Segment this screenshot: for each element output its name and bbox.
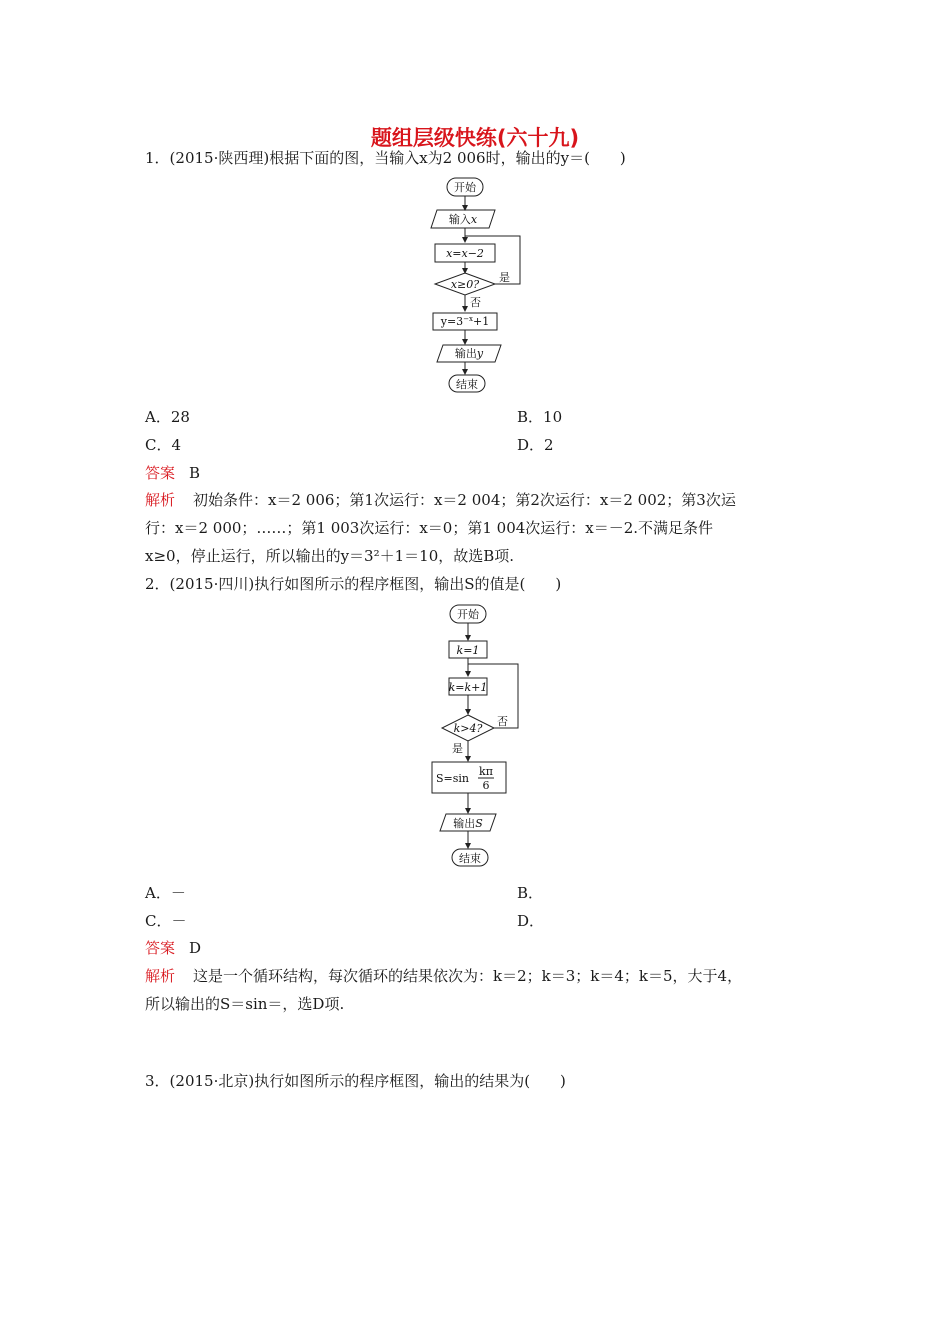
q2-option-c: C．－ — [145, 912, 187, 930]
fc2-assign-text: S=sin — [436, 772, 469, 785]
question-2-stem: 2．(2015·四川)执行如图所示的程序框图，输出S的值是( ) — [145, 575, 562, 593]
q2-analysis-label: 解析 — [145, 967, 176, 985]
fc1-start-text: 开始 — [454, 181, 476, 194]
fc2-yes-label: 是 — [452, 742, 463, 755]
q1-analysis-line-2: 行：x＝2 000；……；第1 003次运行：x＝0；第1 004次运行：x＝－2.不满足条件 — [145, 519, 714, 537]
q2-analysis-line-2: 所以输出的S＝sin＝，选D项. — [145, 995, 345, 1013]
q2-option-a: A．－ — [145, 884, 186, 902]
q2-answer-row — [145, 938, 201, 958]
q1-analysis-line-1: 初始条件：x＝2 006；第1次运行：x＝2 004；第2次运行：x＝2 002；第3次运 — [193, 491, 736, 509]
q1-option-a: A．28 — [145, 408, 190, 426]
fc1-assign-text: $y=3^{-x}+1$ — [440, 315, 490, 328]
q1-option-d: D．2 — [517, 436, 554, 454]
fc1-yes-label: 是 — [499, 271, 510, 284]
q2-analysis-row — [145, 966, 742, 986]
question-1-stem: 1．(2015·陕西理)根据下面的图，当输入x为2 006时，输出的y＝( ) — [145, 149, 626, 167]
flowchart-2 — [420, 598, 540, 873]
page-title: 题组层级快练(六十九) — [370, 126, 580, 150]
q1-analysis-label: 解析 — [145, 491, 176, 509]
fc1-step-text: x=x−2 — [446, 247, 484, 260]
question-3-stem: 3．(2015·北京)执行如图所示的程序框图，输出的结果为( ) — [145, 1072, 566, 1090]
q2-answer-label: 答案 — [145, 939, 176, 957]
fc1-input-text: 输入x — [448, 213, 478, 226]
q1-answer-label: 答案 — [145, 464, 176, 482]
fc2-init-text: k=1 — [456, 644, 480, 657]
q1-option-b: B．10 — [517, 408, 563, 426]
q1-analysis-line-3: x≥0，停止运行，所以输出的y＝3²＋1＝10，故选B项. — [145, 547, 515, 565]
fc2-assign-numerator: kπ — [479, 765, 493, 778]
fc2-end-text: 结束 — [459, 852, 481, 865]
fc1-output-text: 输出y — [454, 347, 484, 360]
q2-option-d: D． — [517, 912, 545, 930]
fc2-start-text: 开始 — [457, 608, 479, 621]
q2-option-b: B． — [517, 884, 544, 902]
q1-option-c: C．4 — [145, 436, 182, 454]
q2-answer-value: D — [189, 939, 202, 957]
fc2-output-text: 输出S — [453, 817, 483, 830]
fc2-step-text: k=k+1 — [448, 681, 488, 694]
fc1-no-label: 否 — [470, 296, 481, 309]
q2-analysis-line-1: 这是一个循环结构，每次循环的结果依次为：k＝2；k＝3；k＝4；k＝5，大于4， — [193, 967, 743, 985]
flowchart-1 — [425, 172, 535, 398]
fc2-no-label: 否 — [497, 715, 508, 728]
fc1-end-text: 结束 — [456, 378, 478, 391]
fc2-assign-denominator: 6 — [482, 779, 490, 792]
q1-analysis-row — [145, 490, 736, 510]
fc2-cond-text: k>4? — [453, 722, 483, 735]
fc1-cond-text: x≥0? — [450, 278, 480, 291]
q1-answer-row — [145, 463, 200, 483]
q1-answer-value: B — [189, 464, 201, 482]
